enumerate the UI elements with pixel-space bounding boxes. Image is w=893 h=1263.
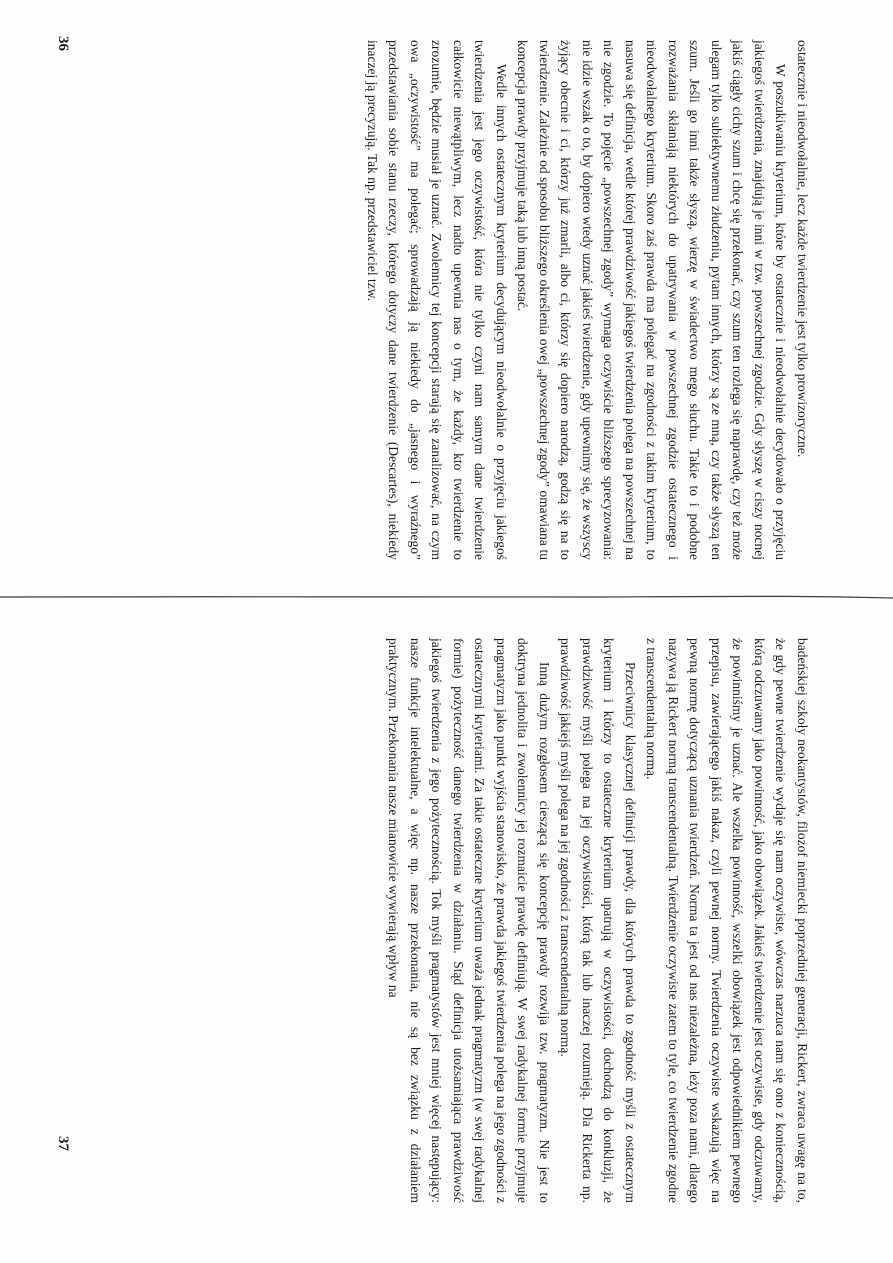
- paragraph: badeńskiej szkoły neokantystów, filozof niemiecki poprzedniej generacji, Rickert, zwraca uwagę na to, że gdy pewne twierdzenie wydaje się nam oczywiste, wówczas narzuca nam się ono z koniecznością, którą odczuwamy jako powinność, jako obowiązek. Jakieś twierdzenie jest oczywiste, gdy odczuwamy, że powinniśmy je uznać. Ale wszelka powinność, wszelki obowiązek jest odpowiednikiem pewnego przepisu, zawierającego jakiś nakaz, czyli pewnej normy. Twierdzenia oczywiste wskazują więc na pewną normę dotyczącą uznania twierdzeń. Norma ta jest od nas niezależna, leży poza nami, dlatego nazywa ją Rickert normą transcendentalną. Twierdzenie oczywiste zatem to tyle, co twierdzenie zgodne z transcendentalną normą.: [644, 638, 810, 1203]
- page-number-top: 36: [55, 36, 71, 51]
- paragraph: W poszukiwaniu kryterium, które by ostatecznie i nieodwołalnie decydowało o przyjęciu jakiegoś twierdzenia, znajdują je inni w tzw. powszechnej zgodzie. Gdy słyszę w ciszy nocnej jakiś ciągły cichy szum i chcę się przekonać, czy szum ten rozlega się naprawdę, czy też może ulegam tylko subiektywnemu złudzeniu, pytam innych, którzy są ze mną, czy także słyszą ten szum. Jeśli go inni także słyszą, wierzę w świadectwo mego słuchu. Takie to i podobne rozważania skłaniają niektórych do upatrywania w powszechnej zgodzie ostatecznego i nieodwołalnego kryterium. Skoro zaś prawda ma polegać na zgodności z takim kryterium, to nasuwa się definicja, wedle której prawdziwość jakiegoś twierdzenia polega na powszechnej na nie zgodzie. To pojęcie „powszechnej zgody” wymaga oczywiście bliższego sprecyzowania: nie idzie wszak o to, by dopiero wtedy uznać jakieś twierdzenie, gdy upewnimy się, że wszyscy żyjący obecnie i ci, którzy już zmarli, albo ci, którzy się dopiero narodzą, godzą się na to twierdzenie. Zależnie od sposobu bliższego określenia owej „powszechnej zgody” omawiana tu koncepcja prawdy przyjmuje taką lub inną postać.: [515, 40, 789, 560]
- page-top-text: [362, 40, 814, 560]
- page-number-bottom: 37: [55, 1136, 71, 1151]
- paragraph: ostatecznie i nieodwołalnie, lecz każde twierdzenie jest tylko prowizoryczne.: [795, 40, 810, 458]
- page-bottom: [103, 638, 813, 1203]
- paragraph: Inną dużym rozgłosem cieszącą się koncepcję prawdy rozwija tzw. pragmatyzm. Nie jest to doktryna jednolita i zwolennicy jej rozmaicie prawdę definiują. W swej radykalnej formie przyjmuje pragmatyzm jako punkt wyjścia stanowisko, że prawda jakiegoś twierdzenia polega na jego zgodności z ostatecznymi kryteriami. Za takie ostateczne kryterium uważa jednak pragmatyzm (w swej radykalnej formie) pożyteczność danego twierdzenia w działaniu. Stąd definicja utożsamiająca prawdziwość jakiegoś twierdzenia z jego pożytecznością. Tok myśli pragmatystów jest mniej więcej następujący: nasze funkcje intelektualne, a więc np. nasze przekonania, nie są bez związku z działaniem praktycznym. Przekonania nasze mianowicie wywierają wpływ na: [386, 638, 552, 1203]
- paragraph: Wedle innych ostatecznym kryterium decydującym nieodwołalnie o przyjęciu jakiegoś twierdzenia jest jego oczywistość, która nie tylko czyni nam samym dane twierdzenie całkowicie niewątpliwym, lecz nadto upewnia nas o tym, że każdy, kto twierdzenie to zrozumie, będzie musiał je uznać. Zwolennicy tej koncepcji starają się zanalizować, na czym owa „oczywistość” ma polegać; sprowadzają ją niekiedy do „jasnego i wyraźnego” przedstawiania sobie stanu rzeczy, którego dotyczy dane twierdzenie (Descartes), niekiedy inaczej ją precyzują. Tak np. przedstawiciel tzw.: [365, 40, 509, 560]
- page-top: [103, 40, 813, 560]
- page-fold-line: [0, 593, 893, 601]
- page-bottom-text: [383, 638, 813, 1203]
- paragraph: Przeciwnicy klasycznej definicji prawdy, dla których prawda to zgodność myśli z ostatecznym kryterium i którzy to ostateczne kryterium upatrują w oczywistości, dochodzą do konkluzji, że prawdziwość myśli polega na jej oczywistości, którą tak lub inaczej rozumieją. Dla Rickerta np. prawdziwość jakiejś myśli polega na jej zgodności z transcendentalną normą.: [558, 638, 638, 1203]
